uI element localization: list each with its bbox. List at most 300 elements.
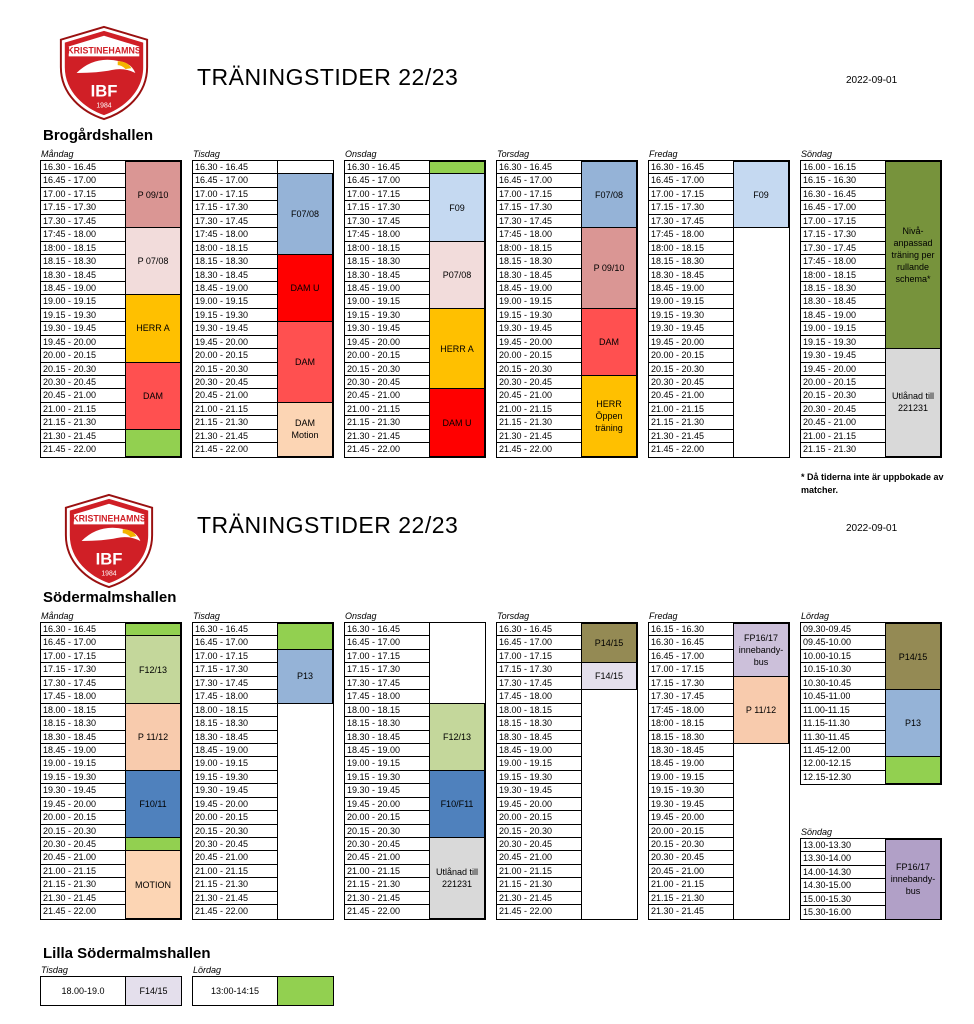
booking-block: P 11/12 (125, 703, 181, 771)
time-column (497, 623, 582, 919)
time-slot: 19.30 - 19.45 (193, 322, 277, 335)
time-slot: 17.30 - 17.45 (801, 242, 885, 255)
booking-block (885, 756, 941, 784)
time-slot: 18.15 - 18.30 (801, 282, 885, 295)
time-slot: 17.30 - 17.45 (193, 677, 277, 690)
time-slot: 13.30-14.00 (801, 852, 885, 865)
day-label-tuesday-2: Tisdag (193, 611, 220, 621)
booking-block: MOTION (125, 850, 181, 918)
hall-title-lilla-sodermalmshallen: Lilla Södermalmshallen (43, 945, 211, 962)
booking-block (429, 161, 485, 174)
time-slot: 21.30 - 21.45 (41, 430, 125, 443)
time-slot: 18.30 - 18.45 (801, 295, 885, 308)
time-column (345, 623, 430, 919)
time-slot: 21.15 - 21.30 (803, 444, 857, 455)
time-slot: 18.15 - 18.30 (41, 255, 125, 268)
schedule-soder-thursday (496, 622, 638, 920)
time-slot: 19.00 - 19.15 (41, 757, 125, 770)
time-slot: 20.00 - 20.15 (345, 349, 429, 362)
time-slot: 16.30 - 16.45 (649, 636, 733, 649)
time-slot: 18.15 - 18.30 (497, 255, 581, 268)
time-slot: 20.30 - 20.45 (41, 376, 125, 389)
time-slot: 16.45 - 17.00 (345, 636, 429, 649)
time-slot: 20.30 - 20.45 (649, 851, 733, 864)
svg-text:1984: 1984 (101, 570, 117, 578)
time-slot: 14.30-15.00 (801, 879, 885, 892)
time-slot: 17.15 - 17.30 (41, 201, 125, 214)
time-slot: 19.15 - 19.30 (345, 309, 429, 322)
time-slot: 19.15 - 19.30 (649, 309, 733, 322)
time-slot: 18:00 - 18.15 (41, 242, 125, 255)
time-slot: 17.45 - 18.00 (41, 690, 125, 703)
time-slot: 19.30 - 19.45 (801, 349, 885, 362)
time-slot: 21.15 - 21.30 (345, 878, 429, 891)
time-slot: 21.45 - 22.00 (499, 444, 553, 455)
time-slot: 19.30 - 19.45 (649, 322, 733, 335)
time-slot: 21.30 - 21.45 (651, 906, 705, 917)
booking-block: F14/15 (581, 662, 637, 690)
booking-block: F12/13 (429, 703, 485, 771)
time-slot: 20.00 - 20.15 (649, 825, 733, 838)
time-slot: 20.15 - 20.30 (193, 825, 277, 838)
page-title-2: TRÄNINGSTIDER 22/23 (197, 512, 459, 538)
time-slot: 16.30 - 16.45 (649, 161, 733, 174)
time-slot: 17.00 - 17.15 (193, 188, 277, 201)
schedule-lilla-tuesday (40, 976, 182, 1006)
time-slot: 18.15 - 18.30 (41, 717, 125, 730)
booking-block: DAM (277, 321, 333, 403)
time-slot: 14.00-14.30 (801, 866, 885, 879)
booking-block: HERR A (125, 294, 181, 362)
time-slot: 16.45 - 17.00 (649, 650, 733, 663)
booking-block: HERR A (429, 308, 485, 390)
time-slot: 12.15-12.30 (803, 771, 852, 782)
time-slot: 17:45 - 18.00 (649, 704, 733, 717)
time-slot: 18.45 - 19.00 (345, 744, 429, 757)
booking-block: P 07/08 (125, 227, 181, 295)
time-slot: 21.00 - 21.15 (193, 865, 277, 878)
booking-block: F09 (429, 173, 485, 241)
time-slot: 18.30 - 18.45 (41, 731, 125, 744)
hall-title-sodermalmshallen: Södermalmshallen (43, 589, 177, 606)
time-slot: 21.00 - 21.15 (649, 878, 733, 891)
schedule-soder-sunday (800, 838, 942, 920)
time-slot: 18.45 - 19.00 (345, 282, 429, 295)
day-label-monday: Måndag (41, 149, 74, 159)
day-label-saturday-2: Lördag (801, 611, 830, 621)
time-slot: 21.45 - 22.00 (651, 444, 705, 455)
time-slot: 17.30 - 17.45 (649, 215, 733, 228)
time-slot: 19.00 - 19.15 (193, 757, 277, 770)
time-slot: 19.15 - 19.30 (193, 771, 277, 784)
time-slot: 21.45 - 22.00 (43, 906, 97, 917)
booking-block (125, 429, 181, 457)
time-slot: 17.15 - 17.30 (497, 201, 581, 214)
booking-block: P14/15 (581, 623, 637, 663)
time-slot: 17.30 - 17.45 (649, 690, 733, 703)
booking-block: DAM U (429, 388, 485, 456)
time-slot: 19.15 - 19.30 (345, 771, 429, 784)
booking-block: Nivå- anpassad träning per rullande schema* (885, 161, 941, 349)
day-label-sunday: Söndag (801, 149, 833, 159)
time-slot: 20.30 - 20.45 (193, 376, 277, 389)
booking-block: DAM (581, 308, 637, 376)
booking-block: P13 (885, 689, 941, 757)
time-slot: 16.45 - 17.00 (193, 174, 277, 187)
time-slot: 16.30 - 16.45 (193, 161, 277, 174)
time-slot: 18:00 - 18.15 (193, 242, 277, 255)
time-slot: 11.45-12.00 (801, 744, 885, 757)
time-slot: 18.15 - 18.30 (345, 717, 429, 730)
page-date: 2022-09-01 (846, 75, 898, 86)
day-label-friday: Fredag (649, 149, 678, 159)
time-slot: 16.45 - 17.00 (649, 174, 733, 187)
booking-block: F07/08 (581, 161, 637, 228)
time-slot: 15.30-16.00 (803, 907, 852, 918)
time-slot: 16.45 - 17.00 (193, 636, 277, 649)
booking-f14-15: F14/15 (126, 977, 181, 1005)
time-slot: 18.00-19.0 (41, 977, 126, 1005)
svg-text:KRISTINEHAMNS: KRISTINEHAMNS (67, 45, 141, 56)
booking-open (278, 977, 333, 1005)
booking-block (277, 623, 333, 650)
time-slot: 17.15 - 17.30 (193, 201, 277, 214)
time-slot: 19.45 - 20.00 (649, 811, 733, 824)
time-slot: 18.00 - 18.15 (497, 704, 581, 717)
time-slot: 16.45 - 17.00 (345, 174, 429, 187)
time-slot: 20.45 - 21.00 (497, 851, 581, 864)
time-slot: 21.30 - 21.45 (193, 430, 277, 443)
day-label-wednesday-2: Onsdag (345, 611, 377, 621)
time-column (801, 161, 886, 457)
time-slot: 20.00 - 20.15 (345, 811, 429, 824)
time-slot: 16.15 - 16.30 (801, 174, 885, 187)
time-slot: 19.45 - 20.00 (41, 798, 125, 811)
time-slot: 17.15 - 17.30 (497, 663, 581, 676)
time-slot: 20.30 - 20.45 (345, 376, 429, 389)
time-slot: 21.00 - 21.15 (497, 403, 581, 416)
time-slot: 18.30 - 18.45 (41, 269, 125, 282)
time-slot: 18.15 - 18.30 (649, 255, 733, 268)
time-column (41, 161, 126, 457)
time-slot: 21.30 - 21.45 (345, 430, 429, 443)
booking-block: F09 (733, 161, 789, 228)
time-slot: 19.15 - 19.30 (497, 309, 581, 322)
time-slot: 15.00-15.30 (801, 893, 885, 906)
time-slot: 20.45 - 21.00 (649, 865, 733, 878)
time-slot: 19.45 - 20.00 (649, 336, 733, 349)
time-slot: 16.30 - 16.45 (497, 161, 581, 174)
booking-block: P 11/12 (733, 676, 789, 744)
time-slot: 20.00 - 20.15 (649, 349, 733, 362)
booking-block: Utlånad till 221231 (885, 348, 941, 457)
time-slot: 19.00 - 19.15 (497, 757, 581, 770)
time-slot: 20.30 - 20.45 (193, 838, 277, 851)
time-slot: 17.15 - 17.30 (649, 677, 733, 690)
time-slot: 17.30 - 17.45 (345, 215, 429, 228)
time-slot: 19.00 - 19.15 (41, 295, 125, 308)
time-slot: 19.45 - 20.00 (193, 798, 277, 811)
time-slot: 20.45 - 21.00 (345, 389, 429, 402)
time-slot: 20.15 - 20.30 (649, 838, 733, 851)
time-column (193, 623, 278, 919)
time-slot: 19.15 - 19.30 (649, 784, 733, 797)
schedule-brogard-monday (40, 160, 182, 458)
time-slot: 18.30 - 18.45 (193, 731, 277, 744)
time-slot: 18.15 - 18.30 (497, 717, 581, 730)
time-slot: 21.00 - 21.15 (801, 430, 885, 443)
schedule-brogard-tuesday (192, 160, 334, 458)
day-label-sunday-2: Söndag (801, 827, 833, 837)
time-slot: 17.30 - 17.45 (497, 677, 581, 690)
day-label-monday-2: Måndag (41, 611, 74, 621)
club-logo (55, 24, 153, 122)
time-slot: 18.45 - 19.00 (193, 282, 277, 295)
time-slot: 17.00 - 17.15 (41, 650, 125, 663)
time-slot: 17.15 - 17.30 (41, 663, 125, 676)
time-slot: 19.30 - 19.45 (193, 784, 277, 797)
booking-block: P 09/10 (125, 161, 181, 228)
time-slot: 18.30 - 18.45 (345, 269, 429, 282)
day-label-wednesday: Onsdag (345, 149, 377, 159)
page-title: TRÄNINGSTIDER 22/23 (197, 64, 459, 90)
time-slot: 21.30 - 21.45 (193, 892, 277, 905)
footnote: * Då tiderna inte är uppbokade av matcher. (801, 472, 944, 495)
time-slot: 16.00 - 16.15 (801, 161, 885, 174)
schedule-soder-wednesday (344, 622, 486, 920)
time-slot: 19.00 - 19.15 (497, 295, 581, 308)
time-slot: 18.00 - 18.15 (41, 704, 125, 717)
time-slot: 20.45 - 21.00 (345, 851, 429, 864)
time-slot: 21.30 - 21.45 (497, 892, 581, 905)
booking-block: FP16/17 innebandy- bus (885, 839, 941, 920)
time-slot: 20.30 - 20.45 (497, 838, 581, 851)
time-slot: 21.30 - 21.45 (497, 430, 581, 443)
time-slot: 19.45 - 20.00 (497, 336, 581, 349)
booking-block: F10/11 (125, 770, 181, 838)
time-slot: 18.15 - 18.30 (649, 731, 733, 744)
time-slot: 19.15 - 19.30 (41, 309, 125, 322)
time-slot: 21.00 - 21.15 (41, 403, 125, 416)
schedule-lilla-saturday (192, 976, 334, 1006)
time-slot: 18.00 - 18.15 (193, 704, 277, 717)
time-slot: 19.15 - 19.30 (41, 771, 125, 784)
time-slot: 18.15 - 18.30 (193, 255, 277, 268)
club-logo-2 (60, 492, 158, 590)
booking-block: DAM Motion (277, 402, 333, 457)
schedule-brogard-wednesday (344, 160, 486, 458)
time-column (649, 161, 734, 457)
time-slot: 19.00 - 19.15 (649, 771, 733, 784)
time-slot: 21.15 - 21.30 (41, 878, 125, 891)
time-slot: 20.30 - 20.45 (345, 838, 429, 851)
time-slot: 19.45 - 20.00 (193, 336, 277, 349)
time-slot: 17.00 - 17.15 (41, 188, 125, 201)
time-slot: 19.00 - 19.15 (649, 295, 733, 308)
time-slot: 18:00 - 18.15 (497, 242, 581, 255)
time-slot: 12.00-12.15 (801, 757, 885, 770)
time-slot: 17:45 - 18.00 (801, 255, 885, 268)
time-slot: 16.15 - 16.30 (649, 623, 733, 636)
day-label-friday-2: Fredag (649, 611, 678, 621)
time-slot: 18.45 - 19.00 (649, 757, 733, 770)
time-slot: 20.15 - 20.30 (649, 363, 733, 376)
booking-block (125, 837, 181, 851)
time-slot: 20.45 - 21.00 (41, 851, 125, 864)
time-slot: 20.00 - 20.15 (41, 811, 125, 824)
schedule-brogard-sunday (800, 160, 942, 458)
time-slot: 17.00 - 17.15 (649, 188, 733, 201)
schedule-soder-monday (40, 622, 182, 920)
time-slot: 18.45 - 19.00 (193, 744, 277, 757)
time-slot: 11.30-11.45 (801, 731, 885, 744)
time-slot: 20.30 - 20.45 (649, 376, 733, 389)
time-slot: 18:00 - 18.15 (649, 242, 733, 255)
time-slot: 19.30 - 19.45 (497, 784, 581, 797)
time-slot: 18.30 - 18.45 (649, 744, 733, 757)
time-slot: 19.15 - 19.30 (497, 771, 581, 784)
time-slot: 20.30 - 20.45 (497, 376, 581, 389)
time-column (649, 623, 734, 919)
svg-text:1984: 1984 (96, 102, 112, 110)
time-slot: 20.00 - 20.15 (497, 349, 581, 362)
time-slot: 21.00 - 21.15 (345, 865, 429, 878)
schedule-brogard-thursday (496, 160, 638, 458)
time-slot: 20.45 - 21.00 (801, 416, 885, 429)
time-column (193, 161, 278, 457)
time-slot: 20.30 - 20.45 (801, 403, 885, 416)
time-slot: 18.45 - 19.00 (497, 282, 581, 295)
time-slot: 20.00 - 20.15 (41, 349, 125, 362)
time-slot: 18.45 - 19.00 (801, 309, 885, 322)
time-slot: 17.30 - 17.45 (41, 215, 125, 228)
time-slot: 17.00 - 17.15 (497, 650, 581, 663)
time-slot: 20.00 - 20.15 (497, 811, 581, 824)
time-slot: 20.00 - 20.15 (193, 811, 277, 824)
time-slot: 19.45 - 20.00 (345, 798, 429, 811)
day-label-thursday-2: Torsdag (497, 611, 530, 621)
time-slot: 17.30 - 17.45 (41, 677, 125, 690)
time-slot: 19.45 - 20.00 (801, 363, 885, 376)
day-label-tuesday: Tisdag (193, 149, 220, 159)
schedule-brogard-friday (648, 160, 790, 458)
time-slot: 16.45 - 17.00 (41, 636, 125, 649)
time-slot: 16.45 - 17.00 (41, 174, 125, 187)
booking-block: Utlånad till 221231 (429, 837, 485, 919)
time-slot: 17.00 - 17.15 (649, 663, 733, 676)
time-slot: 21.15 - 21.30 (41, 416, 125, 429)
time-slot: 20.45 - 21.00 (41, 389, 125, 402)
time-slot: 19.00 - 19.15 (345, 295, 429, 308)
time-slot: 18:00 - 18.15 (649, 717, 733, 730)
booking-block: F07/08 (277, 173, 333, 255)
time-slot: 19.00 - 19.15 (193, 295, 277, 308)
day-label-tuesday-3: Tisdag (41, 965, 68, 975)
time-slot: 20.45 - 21.00 (193, 389, 277, 402)
time-slot: 19.30 - 19.45 (345, 322, 429, 335)
time-slot: 21.15 - 21.30 (193, 416, 277, 429)
time-slot: 19.30 - 19.45 (649, 798, 733, 811)
time-slot: 21.00 - 21.15 (345, 403, 429, 416)
time-slot: 18:00 - 18.15 (345, 242, 429, 255)
time-slot: 19.30 - 19.45 (41, 322, 125, 335)
time-slot: 20.30 - 20.45 (41, 838, 125, 851)
time-slot: 20.00 - 20.15 (193, 349, 277, 362)
time-slot: 19.00 - 19.15 (801, 322, 885, 335)
time-slot: 19.30 - 19.45 (41, 784, 125, 797)
time-slot: 21.30 - 21.45 (41, 892, 125, 905)
booking-block (125, 623, 181, 636)
booking-block: F12/13 (125, 635, 181, 703)
time-slot: 11.15-11.30 (801, 717, 885, 730)
time-slot: 20.15 - 20.30 (345, 825, 429, 838)
time-slot: 21.15 - 21.30 (345, 416, 429, 429)
time-slot: 19.00 - 19.15 (345, 757, 429, 770)
time-slot: 21.45 - 22.00 (43, 444, 97, 455)
time-slot: 20.15 - 20.30 (345, 363, 429, 376)
time-slot: 21.00 - 21.15 (497, 865, 581, 878)
schedule-soder-tuesday (192, 622, 334, 920)
time-slot: 17.15 - 17.30 (801, 228, 885, 241)
time-slot: 13.00-13.30 (801, 839, 885, 852)
time-slot: 16.30 - 16.45 (345, 161, 429, 174)
time-slot: 19.15 - 19.30 (801, 336, 885, 349)
time-slot: 16.45 - 17.00 (497, 174, 581, 187)
time-slot: 18.30 - 18.45 (497, 731, 581, 744)
time-slot: 09.45-10.00 (801, 636, 885, 649)
time-slot: 21.45 - 22.00 (347, 444, 401, 455)
time-slot: 17.30 - 17.45 (345, 677, 429, 690)
time-slot: 18.30 - 18.45 (497, 269, 581, 282)
time-slot: 18.30 - 18.45 (649, 269, 733, 282)
hall-title-brogardshallen: Brogårdshallen (43, 127, 154, 144)
booking-block: F10/F11 (429, 770, 485, 838)
time-slot: 19.45 - 20.00 (497, 798, 581, 811)
time-column (497, 161, 582, 457)
svg-text:KRISTINEHAMNS: KRISTINEHAMNS (72, 513, 146, 524)
time-slot: 19.30 - 19.45 (345, 784, 429, 797)
day-label-saturday-3: Lördag (193, 965, 222, 975)
time-slot: 18.45 - 19.00 (41, 744, 125, 757)
time-slot: 16.30 - 16.45 (41, 623, 125, 636)
booking-block: DAM U (277, 254, 333, 322)
time-slot: 18.00 - 18.15 (345, 704, 429, 717)
time-slot: 17.00 - 17.15 (193, 650, 277, 663)
time-slot: 20.15 - 20.30 (497, 363, 581, 376)
booking-block: P07/08 (429, 241, 485, 309)
time-slot: 18.45 - 19.00 (649, 282, 733, 295)
time-slot: 21.15 - 21.30 (649, 416, 733, 429)
time-slot: 21.45 - 22.00 (347, 906, 401, 917)
time-slot: 18:00 - 18.15 (801, 269, 885, 282)
time-slot: 17.00 - 17.15 (345, 650, 429, 663)
time-slot: 18.30 - 18.45 (193, 269, 277, 282)
booking-block: DAM (125, 362, 181, 430)
time-slot: 19.45 - 20.00 (345, 336, 429, 349)
time-slot: 16.45 - 17.00 (801, 201, 885, 214)
svg-text:IBF: IBF (90, 81, 118, 101)
time-slot: 19.30 - 19.45 (497, 322, 581, 335)
page-date-2: 2022-09-01 (846, 523, 898, 534)
day-label-thursday: Torsdag (497, 149, 530, 159)
time-slot: 21.45 - 22.00 (195, 906, 249, 917)
time-slot: 20.15 - 20.30 (801, 389, 885, 402)
time-slot: 17:45 - 18.00 (345, 228, 429, 241)
time-slot: 18.45 - 19.00 (41, 282, 125, 295)
time-slot: 11.00-11.15 (801, 704, 885, 717)
time-slot: 17.15 - 17.30 (345, 663, 429, 676)
time-slot: 16.30 - 16.45 (801, 188, 885, 201)
